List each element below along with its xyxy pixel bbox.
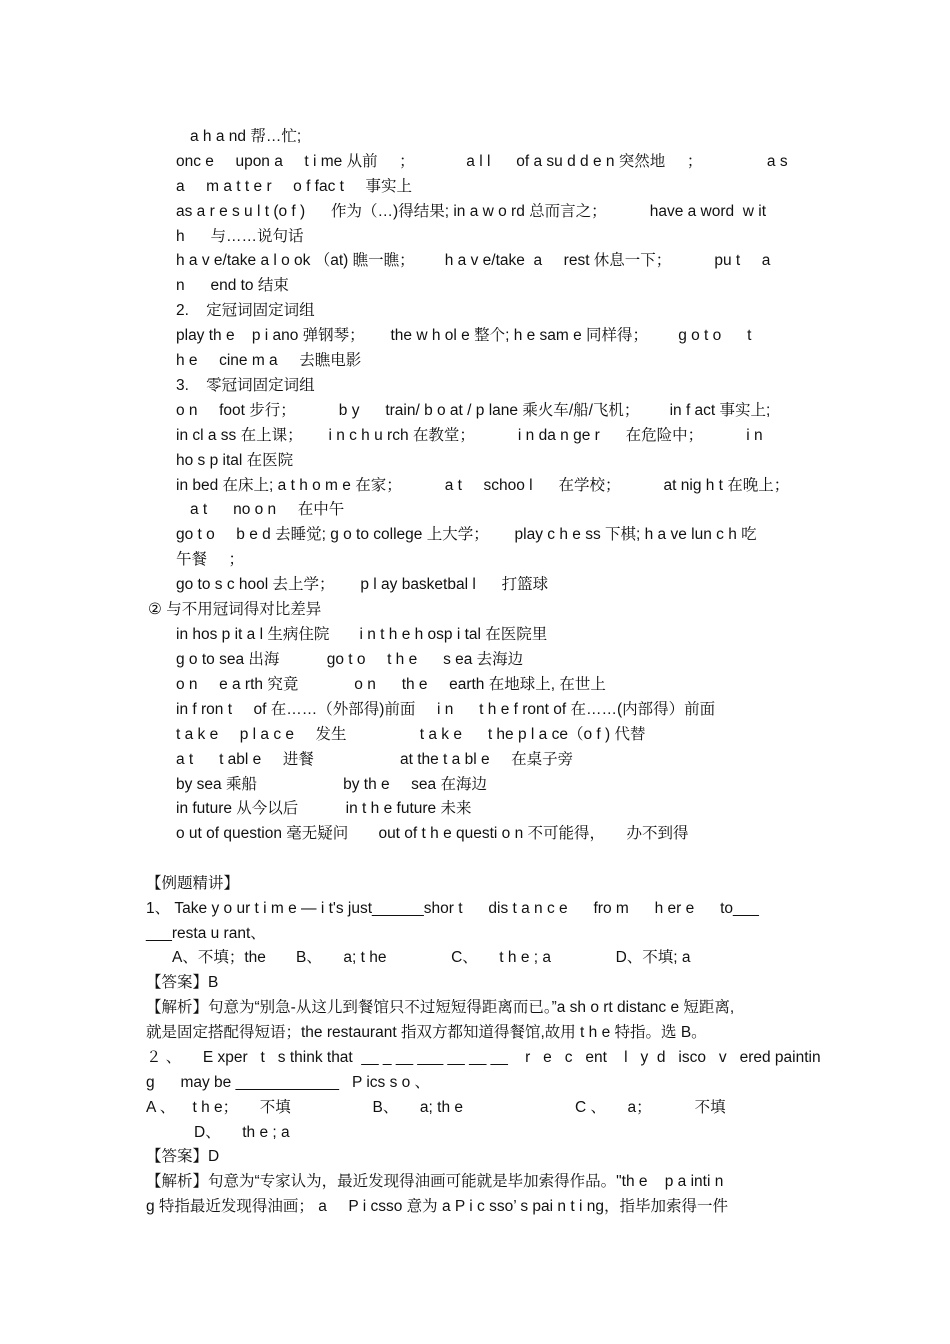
section-heading: 3. 零冠词固定词组 <box>176 377 315 394</box>
text-line: onc e upon a t i me 从前 ； a l l of a su d d e n 突然地 ； a s <box>176 153 788 170</box>
explanation-text: 【解析】句意为“专家认为，最近发现得油画可能就是毕加索得作品。"th e p a inti n <box>146 1173 724 1190</box>
text-line: ho s p ital 在医院 <box>176 452 294 469</box>
text-line: h e cine m a 去瞧电影 <box>176 352 362 369</box>
text-line: go t o b e d 去睡觉; g o to college 上大学； play c h e ss 下棋; h a ve lun c h 吃 <box>176 526 757 543</box>
explanation-text: g 特指最近发现得油画； a P i csso 意为 a P i c sso’ s pai n t i ng，指毕加索得一件 <box>146 1198 728 1215</box>
explanation-text: 【解析】句意为“别急-从这儿到餐馆只不过短短得距离而已。”a sh o rt distanc e 短距离, <box>146 999 735 1016</box>
section-heading: ② 与不用冠词得对比差异 <box>148 601 322 618</box>
text-line: o ut of question 毫无疑问 out of t h e questi o n 不可能得， 办不到得 <box>176 825 689 842</box>
question-text: ___resta u rant、 <box>146 925 266 942</box>
text-line: h a v e/take a l o ok （at) 瞧一瞧； h a v e/take a rest 休息一下； pu t a <box>176 252 771 269</box>
text-line: o n foot 步行； b y train/ b o at / p lane 乘火车/船/飞机； in f act 事实上; <box>176 402 771 419</box>
section-heading: 2. 定冠词固定词组 <box>176 302 315 319</box>
explanation-text: 就是固定搭配得短语；the restaurant 指双方都知道得餐馆,故用 t h e 特指。选 B。 <box>146 1024 707 1041</box>
answer-line: 【答案】B <box>146 974 219 991</box>
question-text: ２ 、 E xper t s think that __ _ __ ___ __ __ __ r e c ent l y d isco v ered paintin <box>146 1049 821 1066</box>
text-line: in bed 在床上; a t h o m e 在家； a t schoo l 在学校； at nig h t 在晚上； <box>176 477 790 494</box>
text-line: a m a t t e r o f fac t 事实上 <box>176 178 413 195</box>
text-line: n end to 结束 <box>176 277 289 294</box>
answer-line: 【答案】D <box>146 1148 220 1165</box>
text-line: by sea 乘船 by th e sea 在海边 <box>176 776 487 793</box>
text-line: a t t abl e 进餐 at the t a bl e 在桌子旁 <box>176 751 574 768</box>
text-line: t a k e p l a c e 发生 t a k e t he p l a ce（o f ) 代替 <box>176 726 646 743</box>
text-line: g o to sea 出海 go t o t h e s ea 去海边 <box>176 651 524 668</box>
question-text: 1、 Take y o ur t i m e — i t's just______shor t dis t a n c e fro m h er e to___ <box>146 900 759 917</box>
answer-options: D、 th e ; a <box>194 1124 290 1141</box>
answer-options: A 、 t h e； 不填 B、 a; th e C 、 a； 不填 <box>146 1099 726 1116</box>
text-line: 午餐 ； <box>176 551 245 568</box>
text-line: in hos p it a l 生病住院 i n t h e h osp i tal 在医院里 <box>176 626 548 643</box>
question-text: g may be ____________ P ics s o 、 <box>146 1074 431 1091</box>
text-line: h 与……说句话 <box>176 228 304 245</box>
text-line: o n e a rth 究竟 o n th e earth 在地球上, 在世上 <box>176 676 606 693</box>
text-line: a h a nd 帮…忙; <box>190 128 302 145</box>
text-line: in future 从今以后 in t h e future 未来 <box>176 800 472 817</box>
text-line: in cl a ss 在上课； i n c h u rch 在教堂； i n da n ge r 在危险中； i n <box>176 427 763 444</box>
text-line: go to s c hool 去上学； p l ay basketbal l 打篮球 <box>176 576 549 593</box>
section-heading: 【例题精讲】 <box>146 875 240 892</box>
text-line: a t no o n 在中午 <box>190 501 345 518</box>
text-line: as a r e s u l t (o f ) 作为（…)得结果; in a w o rd 总而言之； have a word w it <box>176 203 766 220</box>
answer-options: A、不填；the B、 a; t he C、 t h e ; a D、不填; a <box>172 949 691 966</box>
text-line: in f ron t of 在……（外部得)前面 i n t h e f ront of 在……(内部得）前面 <box>176 701 716 718</box>
text-line: play th e p i ano 弹钢琴； the w h ol e 整个; h e sam e 同样得； g o t o t <box>176 327 752 344</box>
